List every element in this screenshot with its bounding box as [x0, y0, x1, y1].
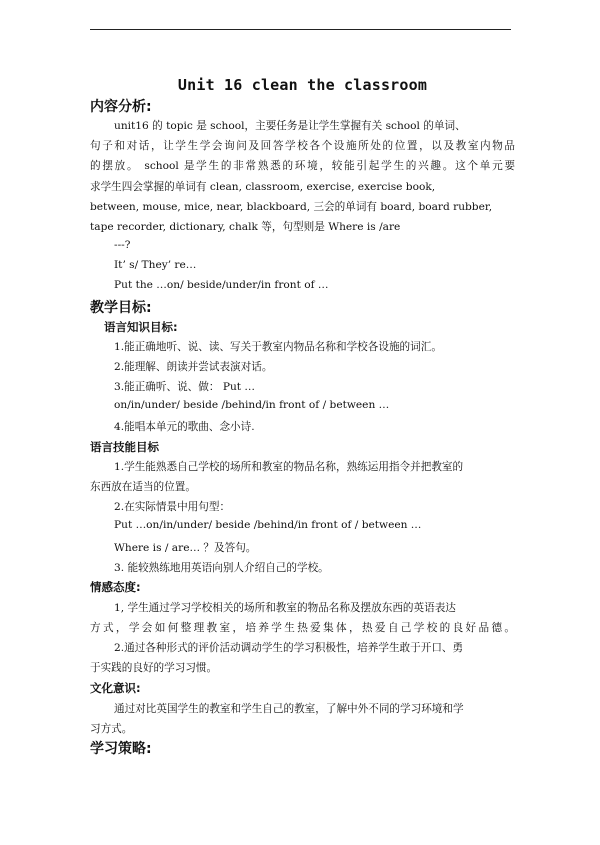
analysis-line: It’ s/ They’ re… — [114, 259, 197, 271]
document-title: Unit 16 clean the classroom — [177, 76, 428, 94]
knowledge-line: 4.能唱本单元的歌曲、念小诗. — [114, 421, 255, 433]
analysis-line: 句子和对话，让学生学会询问及回答学校各个设施所处的位置，以及教室内物品 — [90, 140, 515, 152]
knowledge-line: on/in/under/ beside /behind/in front of / between … — [114, 399, 390, 411]
skills-line: 1.学生能熟悉自己学校的场所和教室的物品名称，熟练运用指令并把教室的 — [114, 461, 464, 473]
attitude-line: 于实践的良好的学习习惯。 — [90, 662, 218, 674]
skills-line: 东西放在适当的位置。 — [90, 481, 196, 493]
skills-line: Put …on/in/under/ beside /behind/in front of / between … — [114, 519, 422, 531]
knowledge-line: 2.能理解、朗读并尝试表演对话。 — [114, 361, 273, 373]
analysis-line: 的摆放。 school 是学生的非常熟悉的环境，较能引起学生的兴趣。这个单元要 — [90, 160, 515, 172]
attitude-line: 方式，学会如何整理教室，培养学生热爱集体，热爱自己学校的良好品德。 — [90, 622, 515, 634]
attitude-line: 1, 学生通过学习学校相关的场所和教室的物品名称及摆放东西的英语表达 — [114, 602, 456, 614]
analysis-line: Put the …on/ beside/under/in front of … — [114, 279, 329, 291]
strategy-heading: 学习策略: — [90, 741, 152, 757]
analysis-line: ---? — [114, 239, 131, 251]
skills-line: 3. 能较熟练地用英语向别人介绍自己的学校。 — [114, 562, 329, 574]
knowledge-line: 3.能正确听、说、做： Put … — [114, 381, 255, 393]
analysis-line: between, mouse, mice, near, blackboard, 三会的单词有 board, board rubber, — [90, 201, 493, 213]
knowledge-heading: 语言知识目标: — [104, 320, 178, 334]
culture-heading: 文化意识: — [90, 681, 141, 695]
header-rule — [90, 29, 511, 30]
skills-line: 2.在实际情景中用句型： — [114, 501, 231, 513]
analysis-line: unit16 的 topic 是 school，主要任务是让学生掌握有关 school 的单词、 — [114, 120, 466, 132]
skills-heading: 语言技能目标 — [90, 440, 159, 454]
analysis-heading: 内容分析: — [90, 99, 152, 115]
culture-line: 习方式。 — [90, 723, 133, 735]
skills-line: Where is / are… ？及答句。 — [114, 542, 257, 554]
knowledge-line: 1.能正确地听、说、读、写关于教室内物品名称和学校各设施的词汇。 — [114, 341, 442, 353]
analysis-line: 求学生四会掌握的单词有 clean, classroom, exercise, exercise book, — [90, 181, 436, 193]
attitude-line: 2.通过各种形式的评价活动调动学生的学习积极性，培养学生敢于开口、勇 — [114, 642, 464, 654]
goals-heading: 教学目标: — [90, 300, 152, 316]
culture-line: 通过对比英国学生的教室和学生自己的教室，了解中外不同的学习环境和学 — [114, 703, 464, 715]
analysis-line: tape recorder, dictionary, chalk 等，句型则是 Where is /are — [90, 221, 401, 233]
attitude-heading: 情感态度: — [90, 580, 141, 594]
